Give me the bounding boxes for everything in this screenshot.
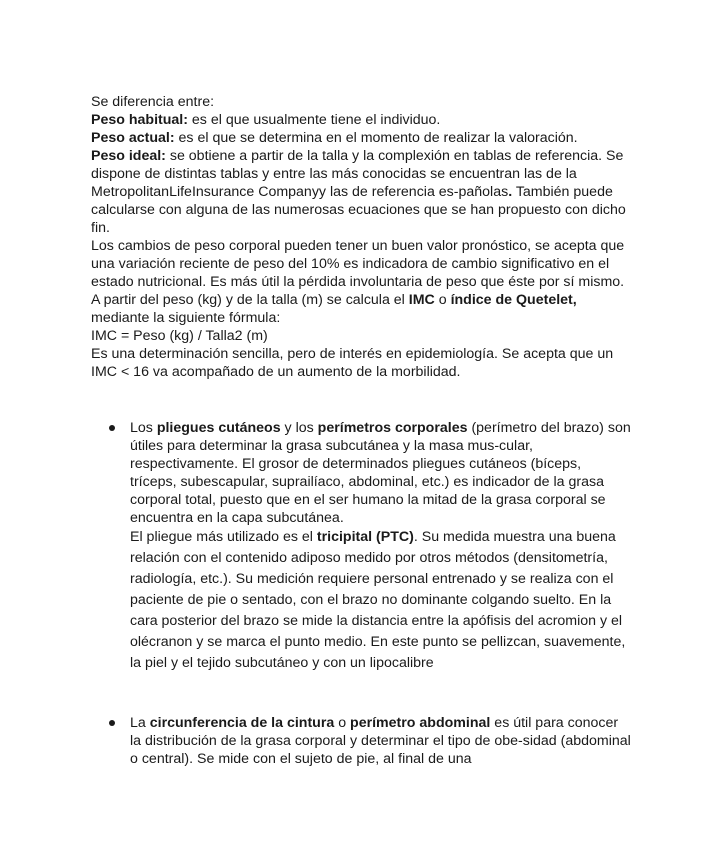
cintura-bullet-list [91, 714, 631, 768]
list-item [91, 419, 631, 674]
peso-ideal-text: se obtiene a partir de la talla y la complexión en tablas de referencia. Se dispone de distintas tablas y entre las más conocidas se encuentran las de la MetropolitanLifeInsurance Companyy las de referencia es-pañolas [91, 148, 624, 200]
determinacion-paragraph: Es una determinación sencilla, pero de interés en epidemiología. Se acepta que un IMC < 16 va acompañado de un aumento de la morbilidad. [91, 346, 614, 380]
perimetros-term: perímetros corporales [317, 420, 468, 436]
imc-formula: IMC = Peso (kg) / Talla2 (m) [91, 328, 268, 344]
pliegues-paragraph [130, 419, 631, 527]
peso-ideal-text-continued: También puede calcularse con alguna de las numerosas ecuaciones que se han propuesto con dicho fin. [91, 184, 626, 236]
tricipital-post-text: . Su medida muestra una buena relación con el contenido adiposo medido por otros métodos (densitometría, radiología, etc.). Su medición requiere personal entrenado y se realiza con el paciente de pie o sentado, con el brazo no dominante colgando suelto. En la cara posterior del brazo se mide la distancia entre la apófisis del acromion y el olécranon y se marca el punto medio. En este punto se pellizcan, suavemente, la piel y el tejido subcutáneo y con un lipocalibre [130, 529, 626, 671]
bullet-post-text: es útil para conocer la distribución de la grasa corporal y determinar el tipo de obe-sidad (abdominal o central). Se mide con el sujeto de pie, al final de una [130, 715, 631, 767]
cintura-paragraph [130, 714, 631, 768]
pliegues-term: pliegues cutáneos [156, 420, 281, 436]
peso-ideal-definition [91, 147, 631, 237]
pliegues-bullet-list [91, 419, 631, 674]
bullet-mid-text: y los [280, 420, 318, 436]
imc-post-text: mediante la siguiente fórmula: [91, 310, 281, 326]
imc-mid-text: o [434, 292, 451, 308]
imc-pre-text: A partir del peso (kg) y de la talla (m) se calcula el [91, 292, 409, 308]
list-item [91, 714, 631, 768]
cambios-peso-paragraph: Los cambios de peso corporal pueden tener un buen valor pronóstico, se acepta que una variación reciente de peso del 10% es indicadora de cambio significativo en el estado nutricional. Es más útil la pérdida involuntaria de peso que éste por sí mismo. [91, 238, 625, 290]
tricipital-paragraph [130, 527, 631, 674]
peso-habitual-term: Peso habitual: [91, 112, 188, 128]
bullet-icon [109, 720, 115, 726]
peso-actual-text: es el que se determina en el momento de realizar la valoración. [174, 130, 578, 146]
peso-habitual-definition [91, 111, 631, 129]
perimetro-abdominal-term: perímetro abdominal [350, 715, 491, 731]
quetelet-term: índice de Quetelet, [450, 292, 577, 308]
bullet-mid-text: o [334, 715, 351, 731]
peso-actual-definition [91, 129, 631, 147]
tricipital-term: tricipital (PTC) [316, 529, 414, 545]
cintura-term: circunferencia de la cintura [149, 715, 335, 731]
bullet-post-text: (perímetro del brazo) son útiles para determinar la grasa subcutánea y la masa mus-cular, respectivamente. El grosor de determinados pliegues cutáneos (bíceps, tríceps, subescapular, suprailíaco, abdominal, etc.) es indicador de la grasa corporal total, puesto que en el ser humano la mitad de la grasa corporal se encuentra en la capa subcutánea. [130, 420, 631, 526]
intro-heading: Se diferencia entre: [91, 94, 215, 110]
tricipital-pre-text: El pliegue más utilizado es el [130, 529, 317, 545]
imc-paragraph [91, 291, 631, 327]
bullet-pre-text: Los [130, 420, 157, 436]
intro-section [91, 93, 631, 381]
peso-ideal-bold-dot: . [508, 184, 513, 200]
peso-habitual-text: es el que usualmente tiene el individuo. [187, 112, 441, 128]
peso-actual-term: Peso actual: [91, 130, 175, 146]
bullet-icon [109, 425, 115, 431]
peso-ideal-term: Peso ideal: [91, 148, 166, 164]
imc-term: IMC [408, 292, 435, 308]
bullet-pre-text: La [130, 715, 150, 731]
